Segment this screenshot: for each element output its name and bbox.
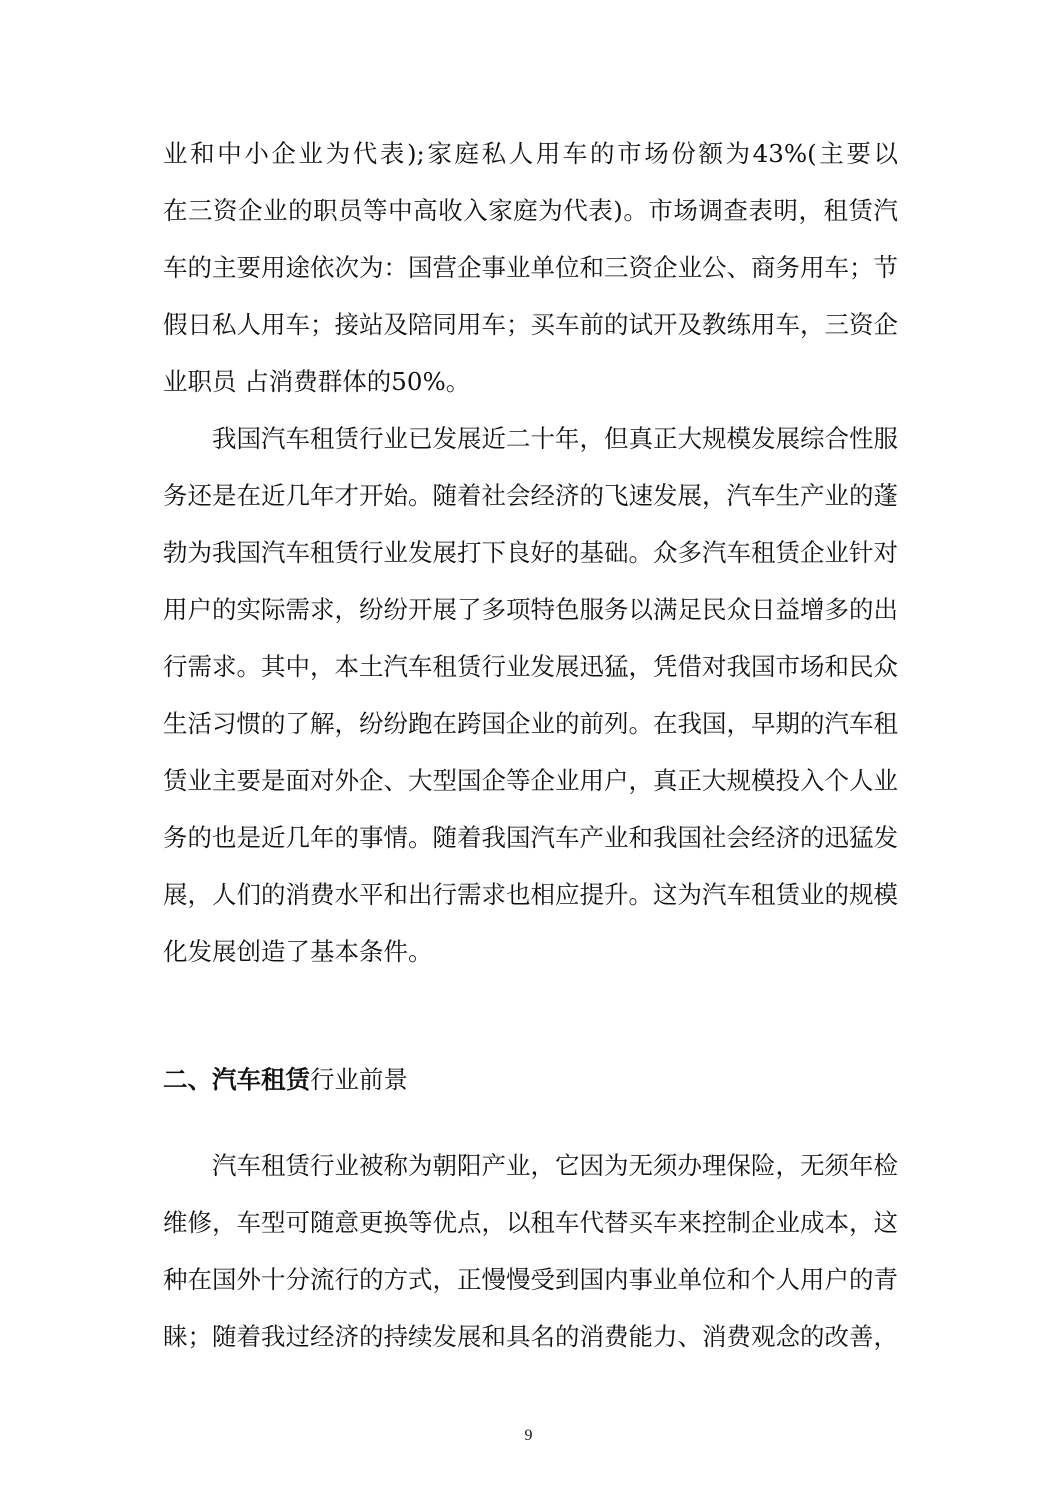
section-heading [163,1062,408,1098]
paragraph-line: 行需求。其中，本土汽车租赁行业发展迅猛，凭借对我国市场和民众 [163,652,898,681]
paragraph-line: 赁业主要是面对外企、大型国企等企业用户，真正大规模投入个人业 [163,766,898,795]
paragraph-line: 假日私人用车；接站及陪同用车；买车前的试开及教练用车，三资企 [163,310,898,339]
paragraph-line: 在三资企业的职员等中高收入家庭为代表)。市场调查表明，租赁汽 [163,196,898,225]
paragraph-line: 用户的实际需求，纷纷开展了多项特色服务以满足民众日益增多的出 [163,595,898,624]
paragraph-line: 生活习惯的了解，纷纷跑在跨国企业的前列。在我国，早期的汽车租 [163,709,898,738]
paragraph-line: 业职员 占消费群体的50%。 [163,367,471,396]
paragraph-line: 务的也是近几年的事情。随着我国汽车产业和我国社会经济的迅猛发 [163,823,898,852]
paragraph-line: 睐；随着我过经济的持续发展和具名的消费能力、消费观念的改善， [163,1322,898,1351]
paragraph-line: 维修，车型可随意更换等优点，以租车代替买车来控制企业成本，这 [163,1208,898,1237]
paragraph-line: 业和中小企业为代表);家庭私人用车的市场份额为43%(主要以 [163,139,898,168]
paragraph-line: 务还是在近几年才开始。随着社会经济的飞速发展，汽车生产业的蓬 [163,481,898,510]
paragraph-line: 展，人们的消费水平和出行需求也相应提升。这为汽车租赁业的规模 [163,880,898,909]
paragraph-line: 种在国外十分流行的方式，正慢慢受到国内事业单位和个人用户的青 [163,1265,898,1294]
paragraph-line: 我国汽车租赁行业已发展近二十年，但真正大规模发展综合性服 [212,424,898,453]
paragraph-line: 化发展创造了基本条件。 [163,937,433,966]
paragraph-line: 勃为我国汽车租赁行业发展打下良好的基础。众多汽车租赁企业针对 [163,538,898,567]
section-heading-normal: 行业前景 [310,1065,408,1094]
page-number: 9 [524,1427,533,1444]
section-heading-bold: 二、汽车租赁 [163,1065,310,1094]
paragraph-line: 汽车租赁行业被称为朝阳产业，它因为无须办理保险，无须年检 [212,1151,898,1180]
paragraph-line: 车的主要用途依次为：国营企事业单位和三资企业公、商务用车；节 [163,253,898,282]
